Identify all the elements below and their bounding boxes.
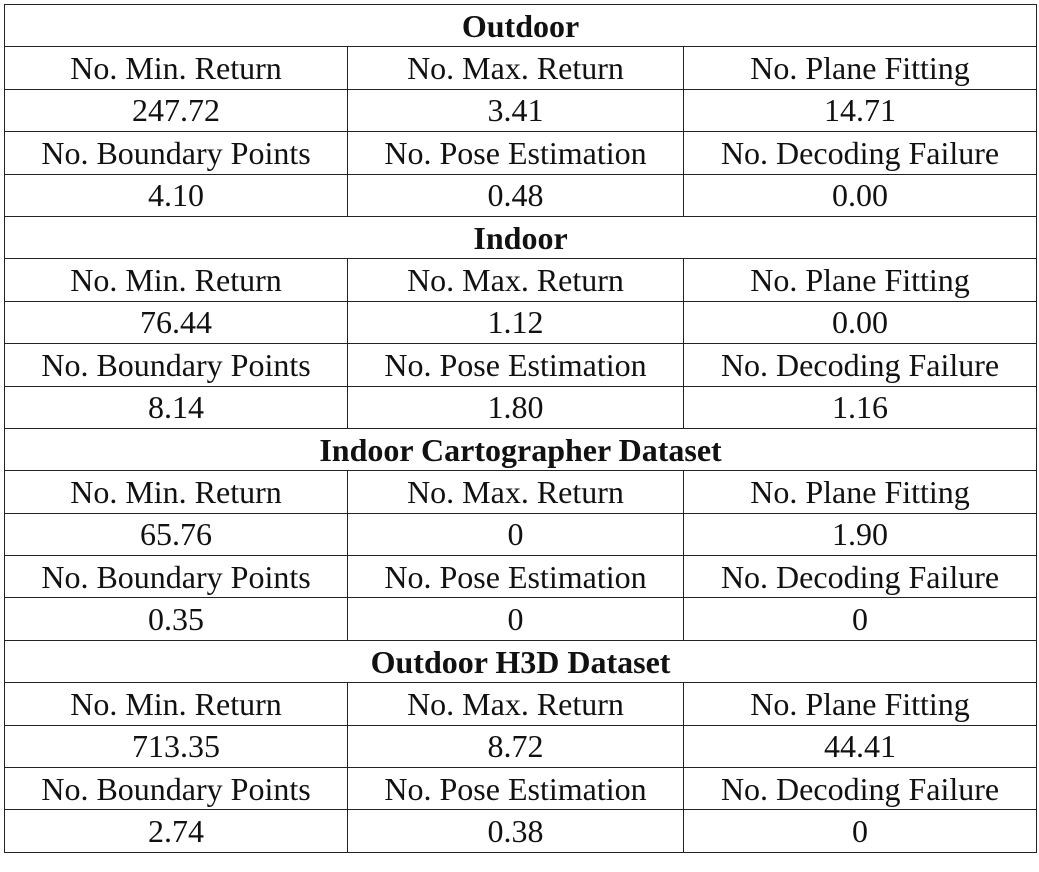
metric-label: No. Pose Estimation (348, 768, 684, 810)
metric-value-row (5, 174, 1037, 216)
metric-value: 1.12 (348, 301, 684, 343)
section-title-outdoor: Outdoor (5, 5, 1037, 47)
metric-value: 1.16 (684, 386, 1037, 428)
metric-value: 0 (684, 598, 1037, 640)
metric-label: No. Max. Return (348, 47, 684, 89)
metric-value: 14.71 (684, 89, 1037, 131)
metric-value: 0 (684, 810, 1037, 852)
metric-label-row (5, 344, 1037, 386)
metric-value-row (5, 598, 1037, 640)
metric-label: No. Max. Return (348, 683, 684, 725)
metric-value-row (5, 301, 1037, 343)
section-header-row (5, 5, 1037, 47)
section-title-outdoor-h3d: Outdoor H3D Dataset (5, 640, 1037, 682)
metric-value: 65.76 (5, 513, 348, 555)
metric-value: 3.41 (348, 89, 684, 131)
metric-value: 8.72 (348, 725, 684, 767)
metric-value: 1.90 (684, 513, 1037, 555)
metric-value-row (5, 386, 1037, 428)
metric-label: No. Boundary Points (5, 768, 348, 810)
section-title-indoor-cartographer: Indoor Cartographer Dataset (5, 428, 1037, 470)
metric-value: 713.35 (5, 725, 348, 767)
metric-value: 1.80 (348, 386, 684, 428)
metric-value: 0 (348, 598, 684, 640)
metric-label: No. Decoding Failure (684, 132, 1037, 174)
metric-value: 2.74 (5, 810, 348, 852)
metric-value: 0.48 (348, 174, 684, 216)
metric-label-row (5, 556, 1037, 598)
metric-label-row (5, 259, 1037, 301)
metric-label: No. Plane Fitting (684, 683, 1037, 725)
metric-label: No. Min. Return (5, 683, 348, 725)
metric-value: 0.00 (684, 174, 1037, 216)
metric-label: No. Max. Return (348, 259, 684, 301)
metric-label: No. Plane Fitting (684, 259, 1037, 301)
metric-value-row (5, 513, 1037, 555)
metric-value: 0 (348, 513, 684, 555)
metric-label: No. Min. Return (5, 471, 348, 513)
metric-label: No. Min. Return (5, 259, 348, 301)
metric-label: No. Boundary Points (5, 556, 348, 598)
metric-label: No. Min. Return (5, 47, 348, 89)
metric-value: 0.00 (684, 301, 1037, 343)
metric-label-row (5, 683, 1037, 725)
section-header-row (5, 428, 1037, 470)
metric-label-row (5, 47, 1037, 89)
metric-value: 8.14 (5, 386, 348, 428)
metric-value-row (5, 810, 1037, 852)
metric-label: No. Plane Fitting (684, 471, 1037, 513)
metric-label: No. Pose Estimation (348, 132, 684, 174)
metric-label: No. Boundary Points (5, 344, 348, 386)
metric-label: No. Boundary Points (5, 132, 348, 174)
section-header-row (5, 216, 1037, 258)
metric-value: 247.72 (5, 89, 348, 131)
metric-value: 0.35 (5, 598, 348, 640)
metric-label-row (5, 768, 1037, 810)
metric-label: No. Decoding Failure (684, 768, 1037, 810)
metric-label: No. Plane Fitting (684, 47, 1037, 89)
section-title-indoor: Indoor (5, 216, 1037, 258)
metric-label: No. Max. Return (348, 471, 684, 513)
section-header-row (5, 640, 1037, 682)
metric-value-row (5, 89, 1037, 131)
metric-label: No. Decoding Failure (684, 556, 1037, 598)
results-table (4, 4, 1037, 853)
metric-value-row (5, 725, 1037, 767)
metric-value: 0.38 (348, 810, 684, 852)
metric-value: 44.41 (684, 725, 1037, 767)
metric-label: No. Decoding Failure (684, 344, 1037, 386)
metric-label: No. Pose Estimation (348, 344, 684, 386)
metric-label-row (5, 471, 1037, 513)
metric-value: 4.10 (5, 174, 348, 216)
metric-value: 76.44 (5, 301, 348, 343)
metric-label: No. Pose Estimation (348, 556, 684, 598)
metric-label-row (5, 132, 1037, 174)
